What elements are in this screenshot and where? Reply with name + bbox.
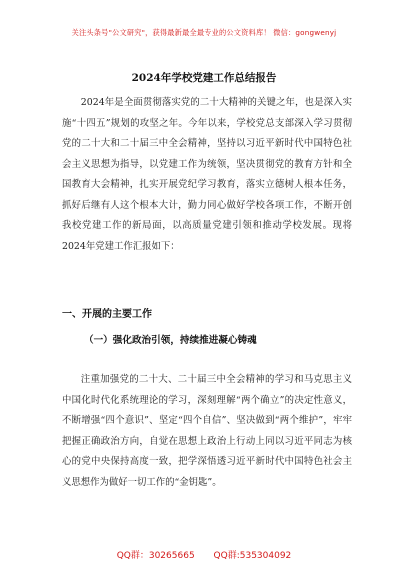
subsection-paragraph: 注重加强党的二十大、二十届三中全会精神的学习和马克思主义中国化时代化系统理论的学习，深刻理解“两个确立”的决定性意义，不断增强“四个意识”、坚定“四个自信”、坚决做到“两个维护”，牢牢把握正确政治方向，自觉在思想上政治上行动上同以习近平同志为核心的党中央保持高度一致，把学深悟透习近平新时代中国特色社会主义思想作为做好一切工作的“金钥匙”。 xyxy=(62,374,352,488)
footer-contact xyxy=(0,548,408,561)
footer-qq-group-2: QQ群:535304092 xyxy=(213,551,292,561)
promo-banner: 关注头条号"公文研究"，获得最新最全最专业的公文资料库！ 微信：gongwenyj xyxy=(71,28,337,37)
intro-paragraph: 2024年是全面贯彻落实党的二十大精神的关键之年，也是深入实施“十四五”规划的攻坚之年。今年以来，学校党总支部深入学习贯彻党的二十大和二十届三中全会精神，坚持以习近平新时代中国特色社会主义思想为指导，以党建工作为统领，坚决贯彻党的教育方针和全国教育大会精神，扎实开展党纪学习教育，落实立德树人根本任务，抓好后继有人这个根本大计，勤力同心做好学校各项工作，不断开创我校党建工作的新局面，以高质量党建引领和推动学校发展。现将2024年党建工作汇报如下： xyxy=(62,97,352,252)
section-heading: 一、开展的主要工作 xyxy=(62,309,152,320)
subsection-heading: （一）强化政治引领，持续推进凝心铸魂 xyxy=(84,335,257,346)
document-title: 2024年学校党建工作总结报告 xyxy=(131,72,277,84)
footer-qq-group-1: QQ群：30265665 xyxy=(116,551,195,561)
